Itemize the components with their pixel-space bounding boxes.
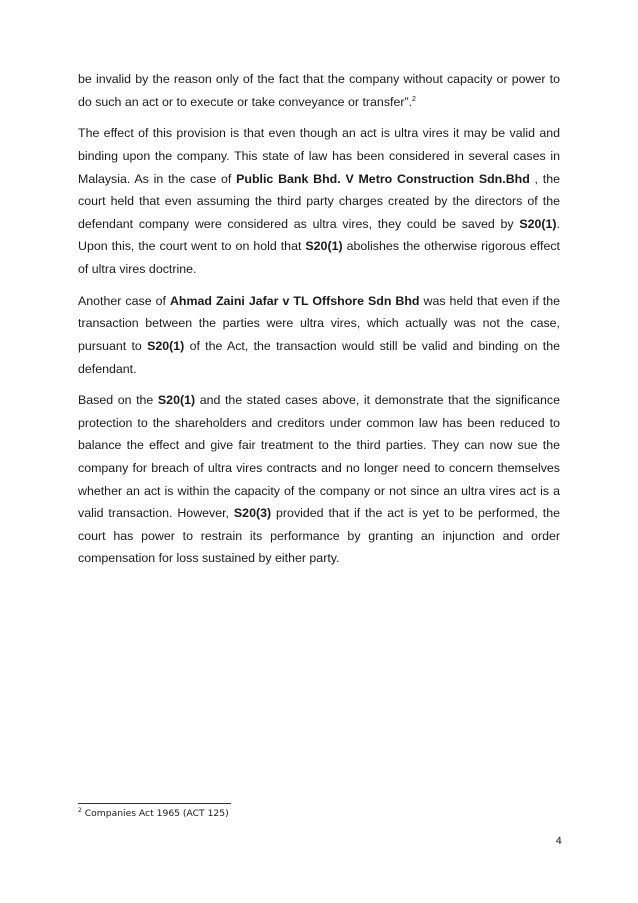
section-reference: S20(1) — [305, 239, 343, 254]
paragraph-3-text: was held that even if the transaction between the parties were ultra vires, which actually was not the case, pursuant to — [78, 293, 560, 353]
document-body — [78, 68, 560, 579]
paragraph-4-text: and the stated cases above, it demonstrate that the significance protection to the shareholders and creditors under common law has been reduced to balance the effect and give fair treatment to the third parties. They can now sue the company for breach of ultra vires contracts and no longer need to concern themselves whether an act is within the capacity of the company or not since an ultra vires act is a valid transaction. However, — [78, 393, 560, 521]
paragraph-4-text: Based on the — [78, 393, 158, 408]
footnote-marker: 2 — [78, 806, 82, 814]
paragraph-2-text: . Upon this, the court went to on hold that — [78, 216, 560, 254]
page-number: 4 — [555, 836, 562, 847]
paragraph-3 — [78, 290, 560, 380]
paragraph-1-text: be invalid by the reason only of the fact that the company without capacity or power to do such an act or to execute or take conveyance or transfer”. — [78, 72, 560, 109]
paragraph-3-text: Another case of — [78, 293, 170, 308]
footnote-text: Companies Act 1965 (ACT 125) — [81, 808, 229, 819]
paragraph-3-text: of the Act, the transaction would still be valid and binding on the defendant. — [78, 338, 560, 376]
paragraph-4-text: provided that if the act is yet to be performed, the court has power to restrain its performance by granting an injunction and order compensation for loss sustained by either party. — [78, 506, 561, 566]
case-name: Ahmad Zaini Jafar v TL Offshore Sdn Bhd — [169, 293, 420, 308]
footnote-reference: 2 — [412, 95, 416, 103]
section-reference: S20(3) — [233, 506, 272, 521]
footnote-separator — [78, 803, 231, 804]
footnote — [78, 807, 229, 821]
paragraph-1 — [78, 68, 560, 113]
paragraph-2-text: abolishes the otherwise rigorous effect of ultra vires doctrine. — [78, 239, 561, 276]
paragraph-2 — [78, 122, 560, 280]
section-reference: S20(1) — [147, 338, 185, 353]
paragraph-4 — [78, 389, 560, 570]
section-reference: S20(1) — [519, 216, 557, 231]
case-name: Public Bank Bhd. V Metro Construction Sdn.Bhd — [236, 171, 530, 186]
paragraph-2-text: The effect of this provision is that even though an act is ultra vires it may be valid and binding upon the company. This state of law has been considered in several cases in Malaysia. As in the case of — [78, 126, 560, 186]
section-reference: S20(1) — [157, 393, 196, 408]
paragraph-2-text: , the court held that even assuming the third party charges created by the directors of the defendant company were considered as ultra vires, they could be saved by — [78, 171, 560, 231]
